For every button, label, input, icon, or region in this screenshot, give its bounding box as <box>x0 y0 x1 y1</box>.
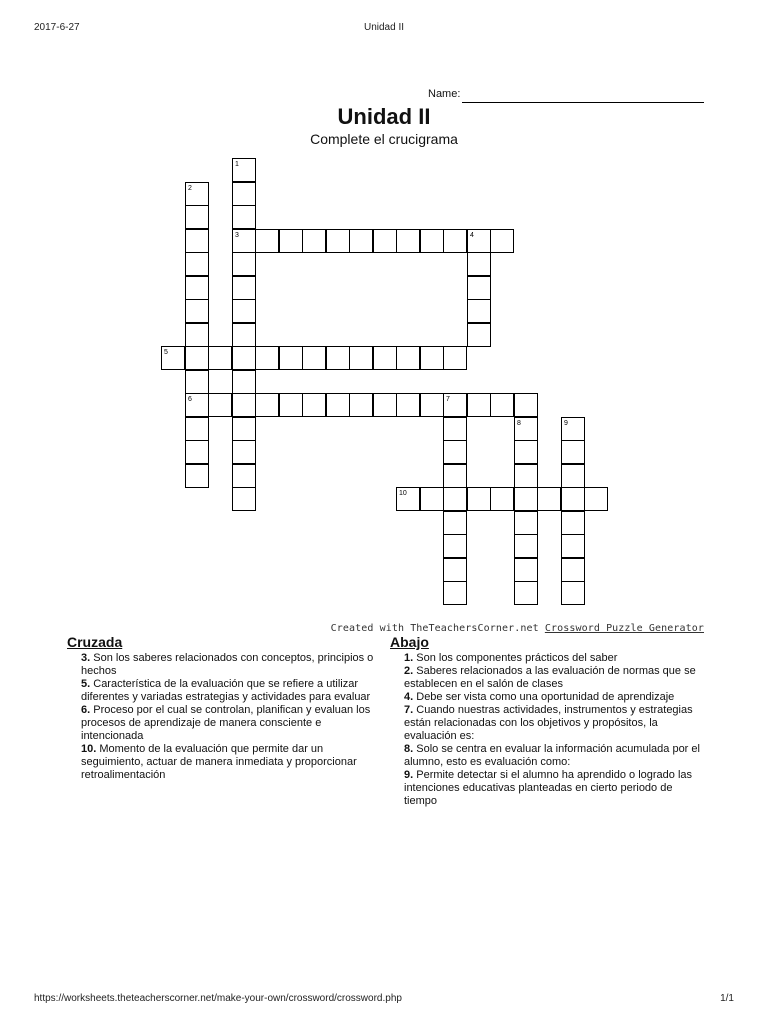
crossword-cell[interactable] <box>185 323 209 347</box>
clue-number-label: 5 <box>164 349 168 356</box>
crossword-cell[interactable] <box>396 229 420 253</box>
crossword-cell[interactable] <box>561 464 585 488</box>
clue-number: 7. <box>404 704 414 716</box>
crossword-cell[interactable] <box>396 393 420 417</box>
clue-text: Son los saberes relacionados con conceptos, principios o hechos <box>81 652 374 677</box>
clue-text: Permite detectar si el alumno ha aprendido o logrado las intenciones educativas planteadas en cierto periodo de tiempo <box>404 769 693 807</box>
down-clues <box>390 636 702 808</box>
crossword-cell[interactable] <box>302 393 326 417</box>
crossword-cell[interactable] <box>514 487 538 511</box>
clue-number-label: 1 <box>235 161 239 168</box>
crossword-cell[interactable] <box>349 229 373 253</box>
down-clue-2 <box>404 665 702 691</box>
crossword-cell[interactable] <box>443 558 467 582</box>
down-clue-7 <box>404 704 702 743</box>
crossword-cell[interactable] <box>443 511 467 535</box>
credit-prefix: Created with TheTeachersCorner.net <box>330 623 539 634</box>
clue-number: 8. <box>404 743 414 755</box>
crossword-cell[interactable] <box>232 252 256 276</box>
crossword-cell[interactable] <box>443 464 467 488</box>
crossword-cell[interactable] <box>490 229 514 253</box>
clue-number-label: 9 <box>564 420 568 427</box>
crossword-cell[interactable] <box>232 205 256 229</box>
crossword-cell[interactable] <box>232 346 256 370</box>
clue-text: Proceso por el cual se controlan, planifican y evaluan los procesos de aprendizaje de manera consciente e intencionada <box>81 704 371 742</box>
print-header-title: Unidad II <box>363 22 405 33</box>
down-clue-9 <box>404 769 702 808</box>
crossword-cell[interactable] <box>255 346 279 370</box>
crossword-cell[interactable] <box>232 440 256 464</box>
clue-number-label: 2 <box>188 185 192 192</box>
crossword-cell[interactable] <box>514 393 538 417</box>
clue-number-label: 7 <box>446 396 450 403</box>
crossword-cell[interactable] <box>232 393 256 417</box>
crossword-cell[interactable] <box>279 346 303 370</box>
crossword-cell[interactable] <box>443 440 467 464</box>
page-title: Unidad II <box>337 104 431 129</box>
crossword-cell[interactable] <box>326 393 350 417</box>
crossword-cell[interactable] <box>420 229 444 253</box>
crossword-cell[interactable] <box>514 534 538 558</box>
down-clue-1 <box>404 652 702 665</box>
crossword-cell[interactable] <box>302 229 326 253</box>
crossword-cell[interactable] <box>467 323 491 347</box>
page-subtitle: Complete el crucigrama <box>310 131 458 147</box>
crossword-cell[interactable] <box>443 417 467 441</box>
crossword-cell[interactable] <box>185 417 209 441</box>
clue-text: Debe ser vista como una oportunidad de aprendizaje <box>413 691 675 703</box>
clue-number: 3. <box>81 652 91 664</box>
crossword-cell[interactable] <box>185 440 209 464</box>
credit-line <box>331 623 704 634</box>
clue-text: Saberes relacionados a las evaluación de normas que se establecen en el salón de clases <box>404 665 696 690</box>
crossword-cell[interactable] <box>490 487 514 511</box>
crossword-cell[interactable] <box>373 229 397 253</box>
across-clue-3 <box>81 652 379 678</box>
crossword-cell[interactable] <box>279 229 303 253</box>
clue-number: 6. <box>81 704 91 716</box>
crossword-cell[interactable] <box>467 393 491 417</box>
clue-number: 9. <box>404 769 414 781</box>
crossword-cell[interactable] <box>420 346 444 370</box>
crossword-cell[interactable] <box>420 393 444 417</box>
crossword-cell[interactable] <box>232 464 256 488</box>
crossword-cell[interactable] <box>467 276 491 300</box>
down-heading: Abajo <box>390 634 429 650</box>
crossword-cell[interactable] <box>443 346 467 370</box>
clue-text: Solo se centra en evaluar la información acumulada por el alumno, esto es evaluación como: <box>404 743 700 768</box>
down-clue-4 <box>404 691 702 704</box>
crossword-cell[interactable] <box>561 558 585 582</box>
clue-number: 2. <box>404 665 414 677</box>
crossword-cell[interactable] <box>514 440 538 464</box>
crossword-cell[interactable] <box>185 346 209 370</box>
clue-number: 5. <box>81 678 91 690</box>
name-label: Name: <box>428 88 461 100</box>
crossword-cell[interactable] <box>514 511 538 535</box>
crossword-cell[interactable] <box>443 229 467 253</box>
across-clues <box>67 636 379 782</box>
crossword-cell[interactable] <box>185 299 209 323</box>
crossword-cell[interactable] <box>185 205 209 229</box>
clue-number-label: 3 <box>235 232 239 239</box>
crossword-cell[interactable] <box>584 487 608 511</box>
crossword-cell[interactable] <box>561 581 585 605</box>
print-page-number: 1/1 <box>720 993 734 1004</box>
crossword-cell[interactable] <box>420 487 444 511</box>
clue-text: Son los componentes prácticos del saber <box>413 652 618 664</box>
crossword-cell[interactable] <box>232 370 256 394</box>
across-clue-list <box>67 652 379 782</box>
crossword-cell[interactable] <box>302 346 326 370</box>
crossword-cell[interactable] <box>373 393 397 417</box>
crossword-cell[interactable] <box>185 252 209 276</box>
crossword-cell[interactable] <box>326 346 350 370</box>
clue-number-label: 10 <box>399 490 407 497</box>
crossword-cell[interactable] <box>208 346 232 370</box>
across-clue-6 <box>81 704 379 743</box>
crossword-cell[interactable] <box>185 370 209 394</box>
crossword-generator-link[interactable]: Crossword Puzzle Generator <box>544 623 704 634</box>
crossword-cell[interactable] <box>396 346 420 370</box>
clue-text: Momento de la evaluación que permite dar un seguimiento, actuar de manera inmediata y proporcionar retroalimentación <box>81 743 357 781</box>
print-footer-url: https://worksheets.theteacherscorner.net/make-your-own/crossword/crossword.php <box>34 993 402 1004</box>
crossword-cell[interactable] <box>561 440 585 464</box>
clue-number-label: 4 <box>470 232 474 239</box>
crossword-cell[interactable] <box>349 346 373 370</box>
crossword-cell[interactable] <box>232 487 256 511</box>
crossword-cell[interactable] <box>232 299 256 323</box>
crossword-cell[interactable] <box>255 393 279 417</box>
crossword-cell[interactable] <box>185 229 209 253</box>
down-clue-8 <box>404 743 702 769</box>
crossword-cell[interactable] <box>561 511 585 535</box>
crossword-cell[interactable] <box>208 393 232 417</box>
crossword-cell[interactable] <box>349 393 373 417</box>
crossword-cell[interactable] <box>185 464 209 488</box>
crossword-cell[interactable] <box>232 276 256 300</box>
crossword-cell[interactable] <box>373 346 397 370</box>
crossword-cell[interactable] <box>443 581 467 605</box>
crossword-cell[interactable] <box>467 487 491 511</box>
crossword-cell[interactable] <box>561 534 585 558</box>
crossword-cell[interactable] <box>490 393 514 417</box>
crossword-cell[interactable] <box>443 534 467 558</box>
crossword-cell[interactable] <box>514 558 538 582</box>
crossword-cell[interactable] <box>443 487 467 511</box>
clue-text: Característica de la evaluación que se refiere a utilizar diferentes y variadas estrategias y actividades para evaluar <box>81 678 371 703</box>
crossword-cell[interactable] <box>232 323 256 347</box>
crossword-cell[interactable] <box>326 229 350 253</box>
crossword-cell[interactable] <box>514 464 538 488</box>
clue-number: 1. <box>404 652 414 664</box>
crossword-cell[interactable] <box>279 393 303 417</box>
clue-number: 4. <box>404 691 414 703</box>
across-heading: Cruzada <box>67 634 123 650</box>
clue-text: Cuando nuestras actividades, instrumentos y estrategias están relacionadas con los objetivos y propósitos, la evaluación es: <box>404 704 693 742</box>
crossword-cell[interactable] <box>232 417 256 441</box>
crossword-cell[interactable] <box>185 276 209 300</box>
crossword-cell[interactable] <box>561 487 585 511</box>
crossword-cell[interactable] <box>467 299 491 323</box>
clue-number: 10. <box>81 743 97 755</box>
crossword-cell[interactable] <box>537 487 561 511</box>
crossword-cell[interactable] <box>467 252 491 276</box>
crossword-cell[interactable] <box>232 182 256 206</box>
clue-number-label: 6 <box>188 396 192 403</box>
print-date: 2017-6-27 <box>34 22 80 33</box>
crossword-cell[interactable] <box>514 581 538 605</box>
crossword-cell[interactable] <box>255 229 279 253</box>
clue-number-label: 8 <box>517 420 521 427</box>
across-clue-5 <box>81 678 379 704</box>
across-clue-10 <box>81 743 379 782</box>
down-clue-list <box>390 652 702 808</box>
